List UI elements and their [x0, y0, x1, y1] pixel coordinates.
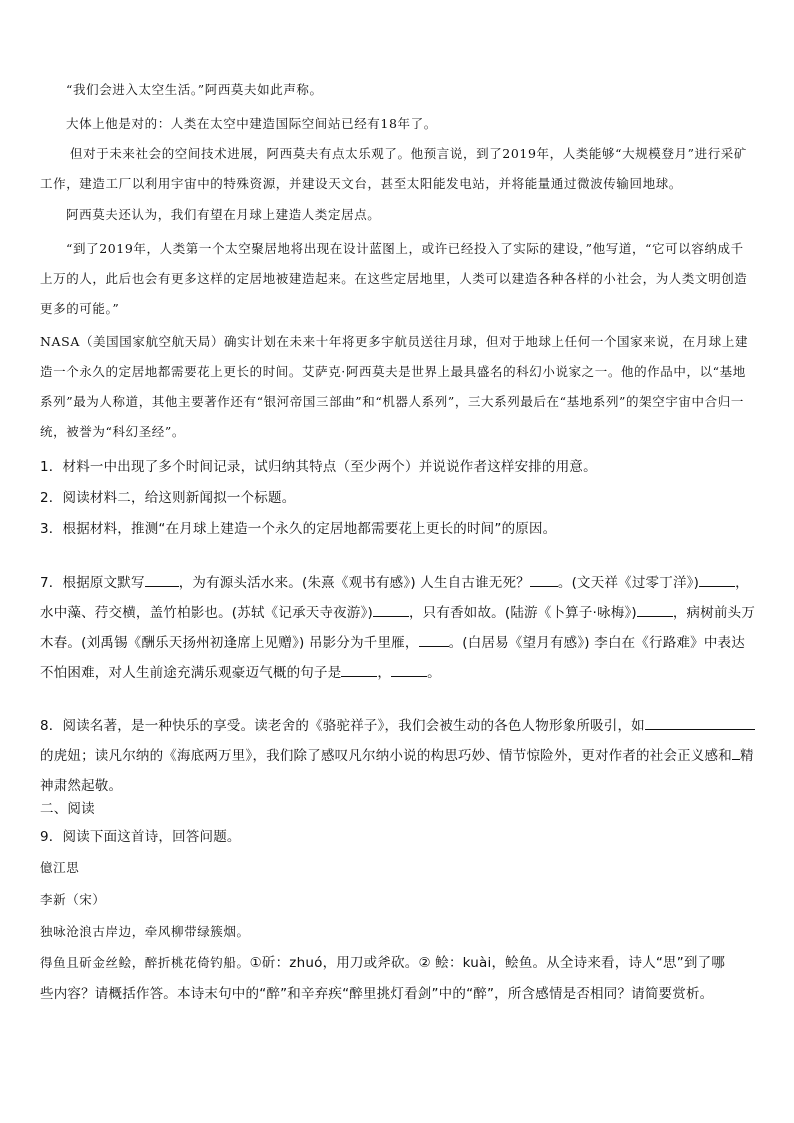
poem-line-1: 独咏沧浪古岸边，牵风柳带绿簇烟。	[40, 924, 250, 939]
answer-blank-1[interactable]	[145, 572, 179, 587]
q8-text-3: 精神肃然起敬。	[40, 748, 754, 794]
answer-blank-6[interactable]	[419, 632, 449, 647]
q7-text-4: ，只有香如故。(陆游《卜算子·咏梅》)	[408, 605, 637, 621]
material-paragraph-1: “我们会进入太空生活。”阿西莫夫如此声称。	[66, 82, 323, 97]
q7-text-1: ，为有源头活水来。(朱熹《观书有感》) 人生自古谁无死？	[178, 575, 530, 591]
material-paragraph-6: NASA（美国国家航空航天局）确实计划在未来十年将更多宇航员送往月球，但对于地球上任何一个国家来说，在月球上建造一个永久的定居地都需要花上更长的时间。艾萨克·阿西莫夫是世界上最具盛名的科幻小说家之一。他的作品中，以“基地系列”最为人称道，其他主要著作还有“银河帝国三部曲”和“机器人系列”，三大系列最后在“基地系列”的架空宇宙中合归一统，被誉为“科幻圣经”。	[40, 334, 749, 439]
material-paragraph-2: 大体上他是对的：人类在太空中建造国际空间站已经有18年了。	[66, 116, 437, 131]
material-paragraph-3: 但对于未来社会的空间技术进展，阿西莫夫有点太乐观了。他预言说，到了2019年，人类能够“大规模登月”进行采矿工作，建造工厂以利用宇宙中的特殊资源，并建设天文台，甚至太阳能发电站，并将能量通过微波传输回地球。	[40, 146, 747, 191]
material-paragraph-5: “到了2019年，人类第一个太空聚居地将出现在设计蓝图上，或许已经投入了实际的建设，”他写道，“它可以容纳成千上万的人，此后也会有更多这样的定居地被建造起来。在这些定居地里，人类可以建造各种各样的小社会，为人类文明创造更多的可能。”	[40, 241, 748, 316]
q7-text-3: ，水中藻、荇交横，盖竹柏影也。(苏轼《记承天寺夜游》)	[40, 575, 749, 621]
answer-blank-7[interactable]	[341, 662, 377, 677]
q8-text-1: 8．阅读名著，是一种快乐的享受。读老舍的《骆驼祥子》，我们会被生动的各色人物形象所吸引，如	[40, 718, 645, 734]
answer-blank-5[interactable]	[637, 602, 673, 617]
q7-text-5: ，病树前头万木春。(刘禹锡《酬乐天扬州初逢席上见赠》) 吊影分为千里雁，	[40, 605, 756, 651]
answer-blank-4[interactable]	[373, 602, 409, 617]
q7-prompt: 7．根据原文默写	[40, 575, 145, 591]
poem-notes: ①斫：zhuó，用刀或斧砍。② 鲙：kuài，鲙鱼。从全诗来看，诗人“思”到了哪	[249, 955, 726, 971]
answer-blank-2[interactable]	[530, 572, 558, 587]
question-1: 1．材料一中出现了多个时间记录，试归纳其特点（至少两个）并说说作者这样安排的用意。	[40, 459, 597, 475]
answer-blank-10[interactable]	[732, 745, 740, 760]
q7-text-6: 。(白居易《望月有感》) 李白在《行路难》中表达不怕困难，对人生前途充满乐观豪迈气概的句子是	[40, 635, 745, 681]
answer-blank-3[interactable]	[699, 572, 735, 587]
poem-line-2	[40, 951, 756, 976]
q7-text-8: 。	[427, 665, 441, 681]
q8-text-2: 的虎妞；读凡尔纳的《海底两万里》，我们除了感叹凡尔纳小说的构思巧妙、情节惊险外，更对作者的社会正义感和	[40, 748, 732, 764]
poem-line-2-verse: 得鱼且斫金丝鲙，醉折桃花倚钓船。	[40, 955, 250, 970]
question-2: 2．阅读材料二，给这则新闻拟一个标题。	[40, 490, 296, 506]
poem-author: 李新（宋）	[40, 892, 106, 907]
question-3: 3．根据材料，推测“在月球上建造一个永久的定居地都需要花上更长的时间”的原因。	[40, 521, 557, 537]
q7-text-7: ，	[377, 665, 392, 681]
question-7	[40, 568, 756, 688]
answer-blank-8[interactable]	[391, 662, 427, 677]
question-9-prompt: 9．阅读下面这首诗，回答问题。	[40, 829, 241, 845]
q7-text-2: 。(文天祥《过零丁洋》)	[557, 575, 700, 591]
section-heading: 二、阅读	[40, 801, 95, 817]
material-paragraph-4: 阿西莫夫还认为，我们有望在月球上建造人类定居点。	[66, 207, 381, 222]
answer-blank-9[interactable]	[645, 715, 755, 730]
question-8	[40, 711, 756, 801]
poem-title: 億江思	[40, 860, 80, 875]
question-9-tasks: 些内容？请概括作答。本诗末句中的“醉”和辛弃疾“醉里挑灯看剑”中的“醉”，所含感情是否相同？请简要赏析。	[40, 986, 714, 1002]
